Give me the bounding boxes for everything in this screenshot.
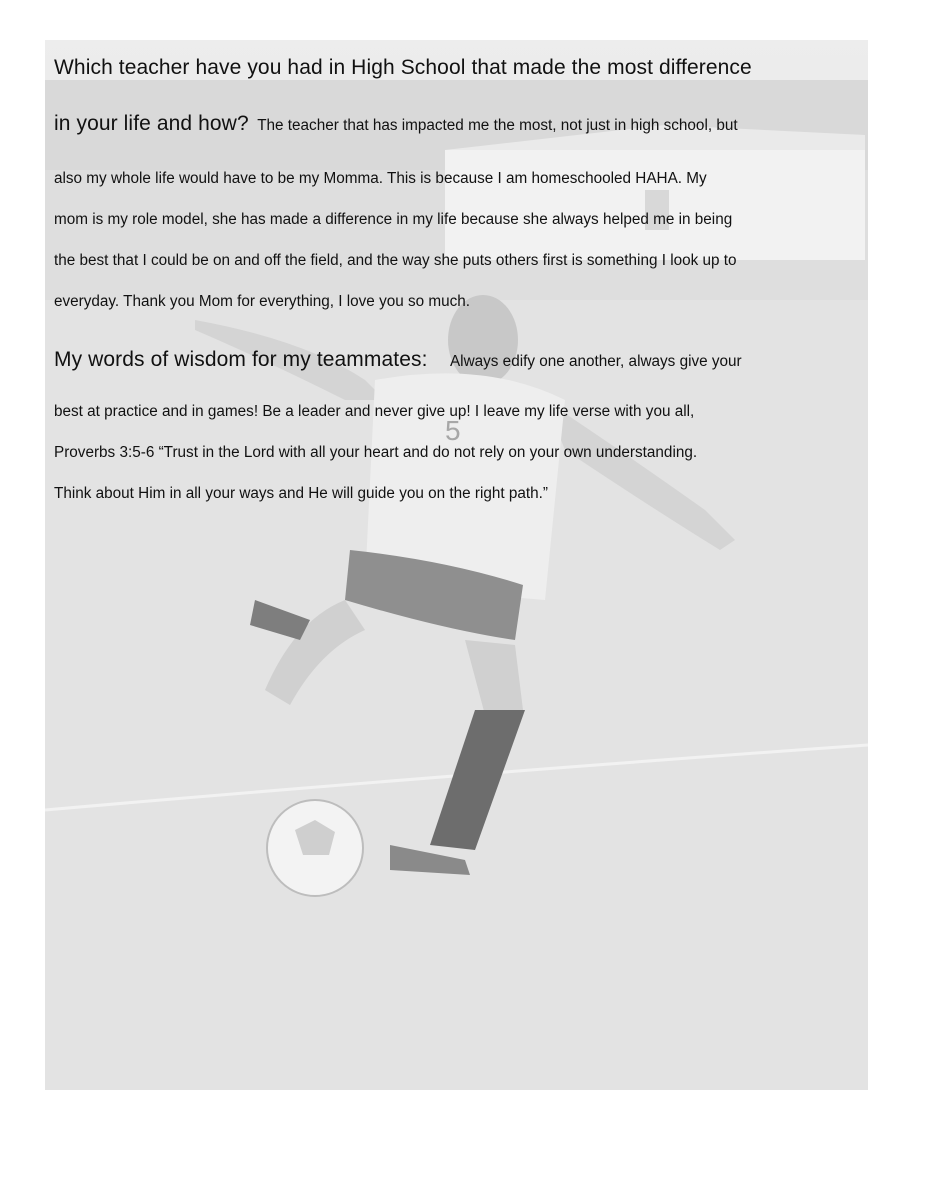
jersey-number: 5 xyxy=(445,415,461,446)
answer-line-5: everyday. Thank you Mom for everything, I love you so much. xyxy=(54,293,471,310)
answer-line-4: the best that I could be on and off the field, and the way she puts others first is something I look up to xyxy=(54,252,737,269)
question-heading-line2-row xyxy=(54,112,738,136)
soccer-ball xyxy=(267,800,363,896)
answer-line-2: also my whole life would have to be my Momma. This is because I am homeschooled HAHA. My xyxy=(54,170,707,187)
question-heading-line2: in your life and how? xyxy=(54,112,249,135)
answer-line-3: mom is my role model, she has made a difference in my life because she always helped me in being xyxy=(54,211,733,228)
wisdom-line-4: Think about Him in all your ways and He will guide you on the right path.” xyxy=(54,485,549,502)
answer-line-1: The teacher that has impacted me the most, not just in high school, but xyxy=(257,117,738,134)
wisdom-line-2: best at practice and in games! Be a leader and never give up! I leave my life verse with you all, xyxy=(54,403,695,420)
wisdom-heading-row xyxy=(54,348,742,372)
soccer-player-illustration xyxy=(45,40,868,1090)
wisdom-line-3: Proverbs 3:5-6 “Trust in the Lord with all your heart and do not rely on your own understanding. xyxy=(54,444,698,461)
faded-soccer-photo xyxy=(45,40,868,1090)
wisdom-heading: My words of wisdom for my teammates: xyxy=(54,348,428,371)
question-heading-line1: Which teacher have you had in High School that made the most difference xyxy=(54,56,752,79)
wisdom-line-1: Always edify one another, always give your xyxy=(449,353,742,370)
